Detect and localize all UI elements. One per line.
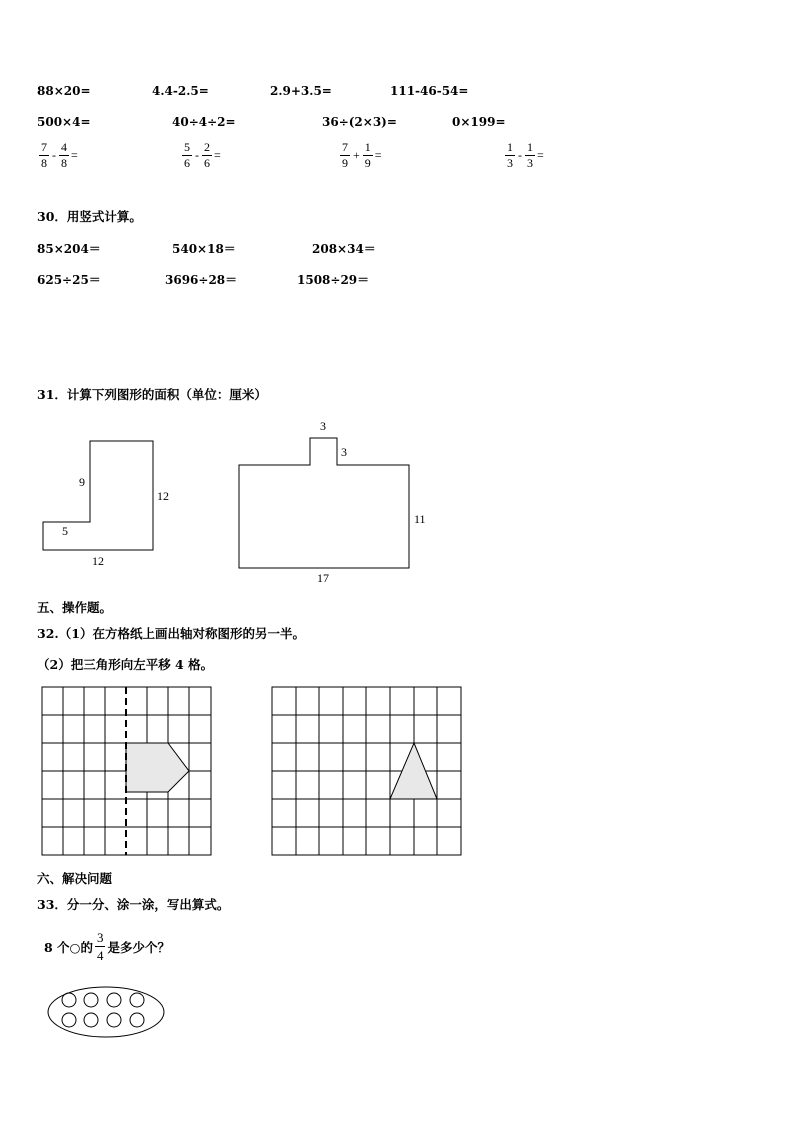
section-5-heading: 五、操作题。 [37, 600, 113, 615]
numerator: 7 [41, 140, 47, 154]
fraction-problem-4 [503, 140, 544, 171]
rect-label-top: 3 [320, 419, 326, 433]
section-6-heading: 六、解决问题 [37, 871, 113, 886]
denominator: 8 [41, 156, 47, 170]
operator: - [52, 148, 56, 162]
operator: - [195, 148, 199, 162]
prompt-denominator: 4 [96, 948, 104, 963]
q30-problem-3: 208×34＝ [312, 242, 376, 256]
prompt-suffix: 是多少个？ [107, 939, 170, 955]
fraction-problem-1 [37, 140, 78, 171]
grid-symmetry [41, 686, 213, 856]
q30-problem-5: 3696÷28＝ [165, 273, 238, 287]
denominator: 6 [184, 156, 190, 170]
denominator: 3 [527, 156, 533, 170]
operator: - [518, 148, 522, 162]
circle [107, 1013, 121, 1027]
numerator: 4 [61, 140, 67, 154]
rect-label-bottom: 17 [317, 571, 329, 585]
circle [130, 1013, 144, 1027]
problem-r1-4: 111-46-54= [390, 84, 469, 98]
l-shape-label-right: 12 [157, 489, 169, 503]
l-shape-label-bottom: 12 [92, 554, 104, 568]
question-33-title: 33．分一分、涂一涂，写出算式。 [37, 897, 230, 912]
circle [130, 993, 144, 1007]
circles-oval [45, 984, 169, 1040]
grid-translation [271, 686, 463, 856]
numerator: 1 [364, 140, 371, 154]
q30-problem-1: 85×204＝ [37, 242, 101, 256]
question-33-prompt [44, 929, 170, 964]
denominator: 3 [507, 156, 513, 170]
circle [62, 993, 76, 1007]
numerator: 7 [342, 140, 348, 154]
question-31-title: 31．计算下列图形的面积（单位：厘米） [37, 387, 267, 402]
prompt-prefix: 8 个○的 [44, 939, 93, 955]
problem-r1-3: 2.9+3.5= [270, 84, 332, 98]
denominator: 9 [364, 156, 371, 170]
fraction-problem-3 [338, 140, 382, 171]
problem-r2-2: 40÷4÷2= [172, 115, 236, 129]
q30-problem-6: 1508÷29＝ [297, 273, 370, 287]
circle [84, 993, 98, 1007]
q30-problem-4: 625÷25＝ [37, 273, 101, 287]
denominator: 6 [204, 156, 210, 170]
numerator: 1 [507, 140, 513, 154]
equals: = [71, 148, 78, 162]
circle [84, 1013, 98, 1027]
question-30-title: 30．用竖式计算。 [37, 209, 142, 224]
circle [107, 993, 121, 1007]
equals: = [214, 148, 221, 162]
numerator: 5 [184, 140, 190, 154]
denominator: 8 [61, 156, 67, 170]
l-shape-label-step: 5 [62, 524, 68, 538]
equals: = [374, 148, 382, 162]
problem-r2-1: 500×4= [37, 115, 91, 129]
question-32-line2: （2）把三角形向左平移 4 格。 [37, 657, 214, 672]
fraction-problem-2 [180, 140, 221, 171]
rect-label-notch: 3 [341, 445, 347, 459]
rect-label-right: 11 [414, 512, 426, 526]
operator: + [353, 148, 360, 162]
circle [62, 1013, 76, 1027]
problem-r2-4: 0×199= [452, 115, 506, 129]
notched-rectangle-figure [238, 436, 418, 576]
question-32-line1: 32.（1）在方格纸上画出轴对称图形的另一半。 [37, 626, 305, 641]
q30-problem-2: 540×18＝ [172, 242, 236, 256]
problem-r1-1: 88×20= [37, 84, 91, 98]
prompt-numerator: 3 [96, 930, 104, 945]
equals: = [537, 148, 544, 162]
numerator: 2 [204, 140, 210, 154]
problem-r1-2: 4.4-2.5= [152, 84, 209, 98]
denominator: 9 [342, 156, 348, 170]
half-shape [126, 743, 189, 792]
problem-r2-3: 36÷(2×3)= [322, 115, 397, 129]
numerator: 1 [527, 140, 533, 154]
l-shape-label-left: 9 [79, 475, 85, 489]
